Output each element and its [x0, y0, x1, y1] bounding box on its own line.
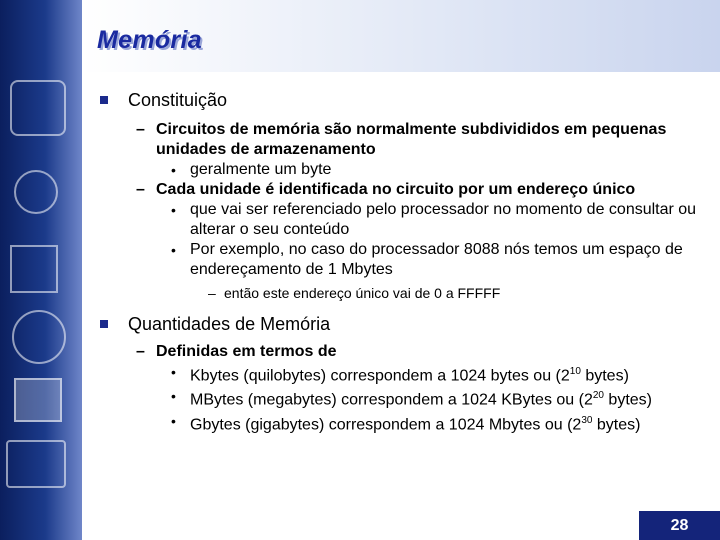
cpu-chip-icon [14, 378, 62, 422]
page-number: 28 [639, 511, 720, 540]
decorative-sidebar [0, 0, 82, 540]
list-item: – Circuitos de memória são normalmente subdivididos em pequenas unidades de armazenamento [136, 121, 667, 158]
slide-title: Memória [97, 26, 202, 54]
note-item: – então este endereço único vai de 0 a FFFFF [208, 285, 501, 301]
sub-list-item: • que vai ser referenciado pelo processador no momento de consultar ou alterar o seu conteúdo [171, 201, 697, 238]
square-bullet-icon [100, 96, 108, 104]
list-item: – Cada unidade é identificada no circuito por um endereço único [136, 181, 636, 198]
cable-icon [14, 170, 58, 214]
section-heading: Constituição [100, 86, 705, 114]
sub-list-item: • geralmente um byte [171, 161, 332, 178]
sub-list-item: • Gbytes (gigabytes) correspondem a 1024 Mbytes ou ($2^{30}$ bytes) [171, 412, 641, 433]
disk-drive-icon [10, 80, 66, 136]
computer-monitor-icon [6, 440, 66, 488]
slide-content [100, 86, 705, 435]
section-heading: Quantidades de Memória [100, 310, 705, 338]
floppy-disk-icon [10, 245, 58, 293]
cd-rom-icon [12, 310, 66, 364]
square-bullet-icon [100, 320, 108, 328]
sub-list-item: • MBytes (megabytes) correspondem a 1024 KBytes ou ($2^{20}$ bytes) [171, 388, 652, 409]
sub-list-item: • Kbytes (quilobytes) correspondem a 1024 bytes ou ($2^{10}$ bytes) [171, 364, 629, 385]
sub-list-item: • Por exemplo, no caso do processador 8088 nós temos um espaço de endereçamento de 1 Mbytes [171, 241, 683, 278]
list-item: – Definidas em termos de [136, 343, 337, 360]
